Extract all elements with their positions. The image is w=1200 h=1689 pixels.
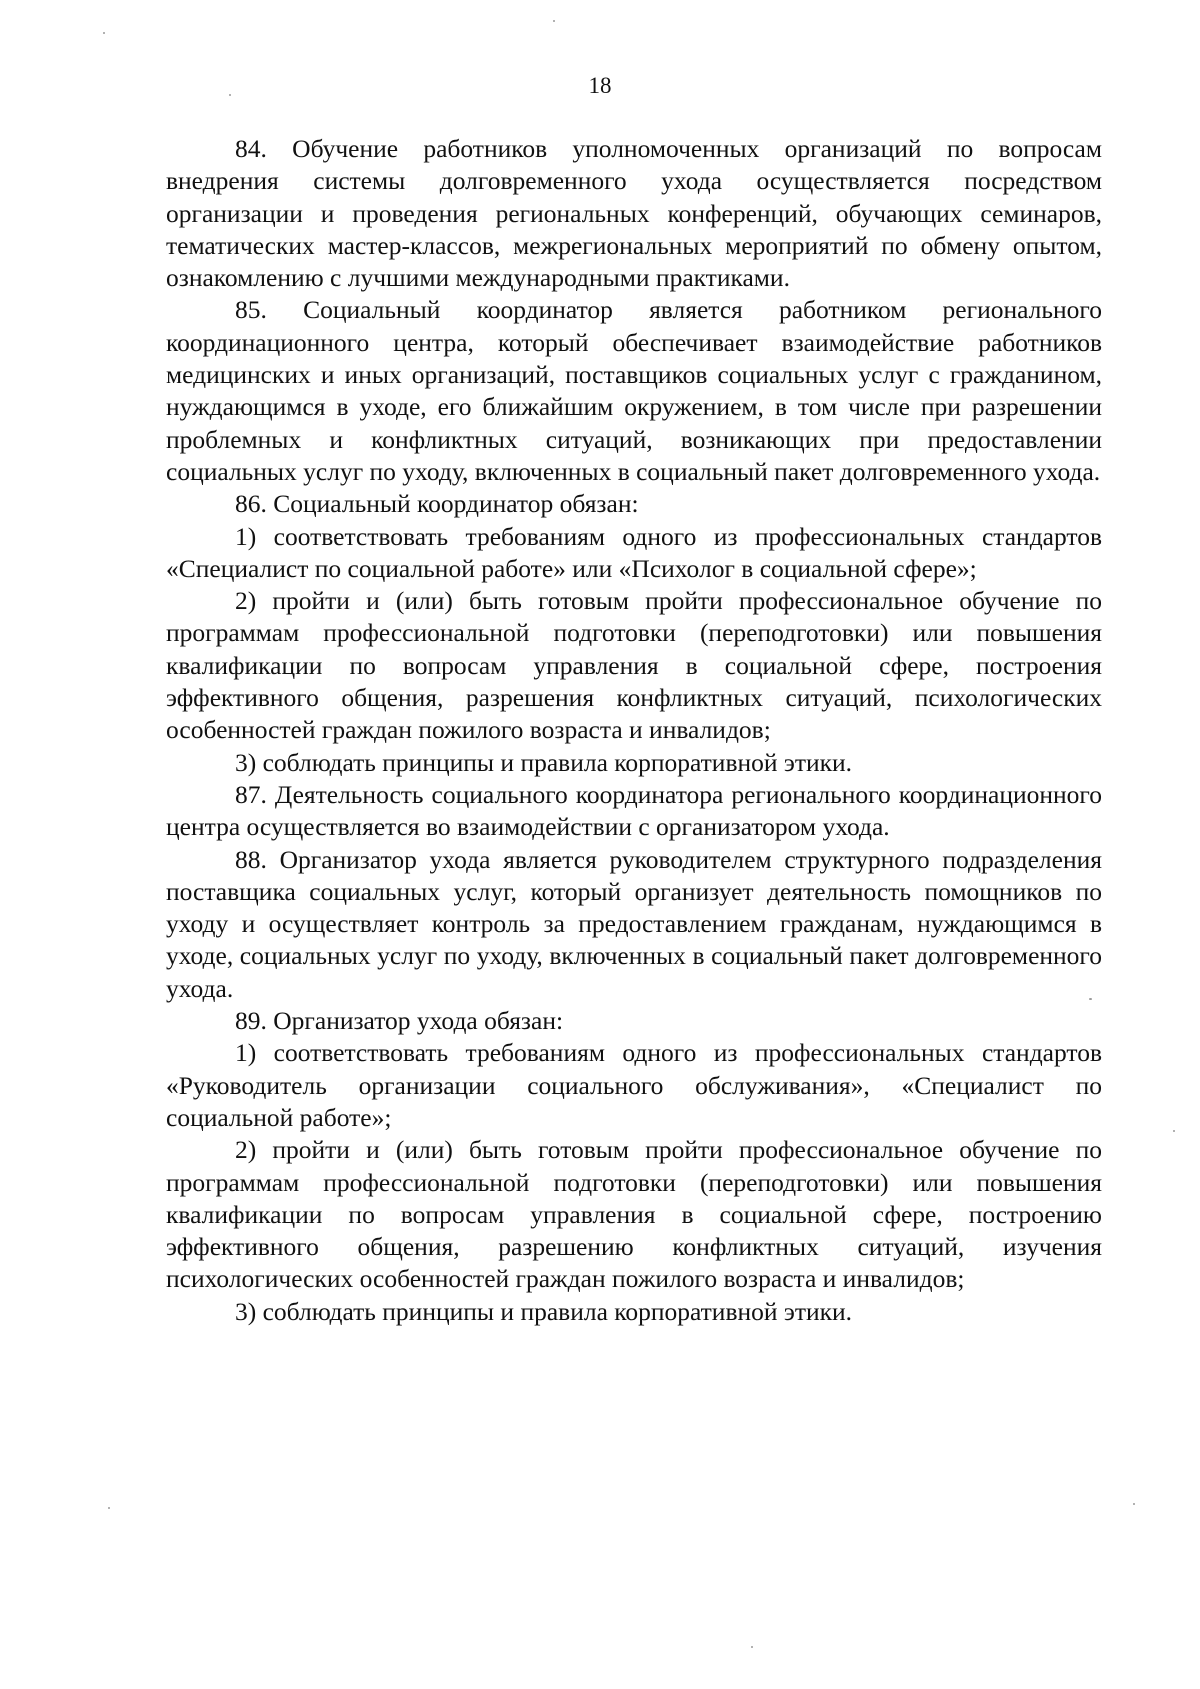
scan-speck: [553, 20, 555, 22]
paragraph-86: 86. Социальный координатор обязан:: [235, 489, 639, 519]
paragraph-85: 85. Социальный координатор является работником регионального координационного центра, который обеспечивает взаимодействие работников медицинских и иных организаций, поставщиков социальных услуг с гражданином, нуждающимся в уходе, его ближайшим окружением, в том числе при разрешении проблемных и конфликтных ситуаций, возникающих при предоставлении социальных услуг по уходу, включенных в социальный пакет долговременного ухода.: [166, 295, 1102, 486]
scan-speck: [103, 32, 105, 34]
paragraph-87: 87. Деятельность социального координатора регионального координационного центра осуществляется во взаимодействии с организатором ухода.: [166, 779, 1102, 842]
scan-speck: [1133, 1503, 1135, 1505]
paragraph-86-item-1: 1) соответствовать требованиям одного из профессиональных стандартов «Специалист по социальной работе» или «Психолог в социальной сфере»;: [166, 521, 1102, 583]
paragraph-89-item-3: 3) соблюдать принципы и правила корпоративной этики.: [235, 1296, 853, 1326]
page-number: 18: [588, 73, 612, 98]
paragraph-88: 88. Организатор ухода является руководителем структурного подразделения поставщика социальных услуг, который организует деятельность помощников по уходу и осуществляет контроль за предоставлением гражданам, нуждающимся в уходе, социальных услуг по уходу, включенных в социальный пакет долговременного ухода.: [166, 844, 1102, 1003]
scan-speck: [1173, 1130, 1175, 1132]
document-body: [166, 133, 1102, 1328]
scan-speck: [1089, 998, 1092, 1000]
paragraph-89: 89. Организатор ухода обязан:: [235, 1006, 564, 1036]
scan-speck: [751, 1646, 753, 1648]
paragraph-89-item-1: 1) соответствовать требованиям одного из профессиональных стандартов «Руководитель организации социального обслуживания», «Специалист по социальной работе»;: [166, 1038, 1102, 1132]
paragraph-84: 84. Обучение работников уполномоченных организаций по вопросам внедрения системы долговременного ухода осуществляется посредством организации и проведения региональных конференций, обучающих семинаров, тематических мастер-классов, межрегиональных мероприятий по обмену опытом, ознакомлению с лучшими международными практиками.: [166, 134, 1102, 293]
scan-speck: [229, 94, 231, 96]
paragraph-86-item-2: 2) пройти и (или) быть готовым пройти профессиональное обучение по программам профессиональной подготовки (переподготовки) или повышения квалификации по вопросам управления в социальной сфере, построения эффективного общения, разрешения конфликтных ситуаций, психологических особенностей граждан пожилого возраста и инвалидов;: [166, 586, 1102, 745]
scan-speck: [108, 1507, 110, 1509]
paragraph-86-item-3: 3) соблюдать принципы и правила корпоративной этики.: [235, 747, 853, 777]
paragraph-89-item-2: 2) пройти и (или) быть готовым пройти профессиональное обучение по программам профессиональной подготовки (переподготовки) или повышения квалификации по вопросам управления в социальной сфере, построению эффективного общения, разрешению конфликтных ситуаций, изучения психологических особенностей граждан пожилого возраста и инвалидов;: [166, 1135, 1102, 1294]
